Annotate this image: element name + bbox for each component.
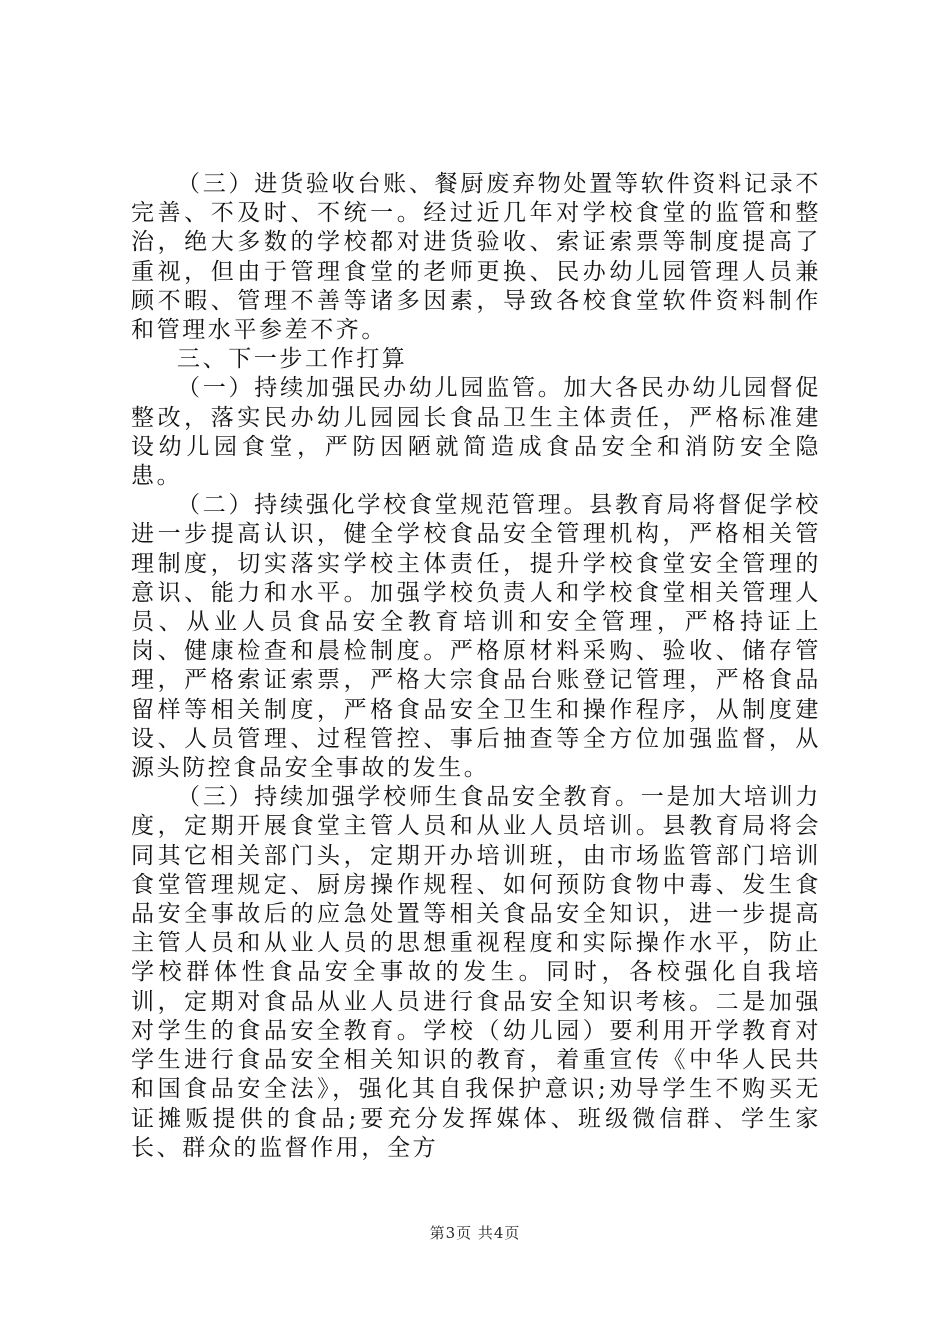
paragraph-private-kindergarten: （一）持续加强民办幼儿园监管。加大各民办幼儿园督促整改，落实民办幼儿园园长食品卫生主体责任，严格标准建设幼儿园食堂，严防因陋就简造成食品安全和消防安全隐患。 xyxy=(131,375,821,490)
document-body xyxy=(131,170,821,1163)
paragraph-records-issue: （三）进货验收台账、餐厨废弃物处置等软件资料记录不完善、不及时、不统一。经过近几年对学校食堂的监管和整治，绝大多数的学校都对进货验收、索证索票等制度提高了重视，但由于管理食堂的老师更换、民办幼儿园管理人员兼顾不暇、管理不善等诸多因素，导致各校食堂软件资料制作和管理水平参差不齐。 xyxy=(131,171,821,344)
paragraph-safety-education: （三）持续加强学校师生食品安全教育。一是加大培训力度，定期开展食堂主管人员和从业人员培训。县教育局将会同其它相关部门头，定期开办培训班，由市场监管部门培训食堂管理规定、厨房操作规程、如何预防食物中毒、发生食品安全事故后的应急处置等相关食品安全知识，进一步提高主管人员和从业人员的思想重视程度和实际操作水平，防止学校群体性食品安全事故的发生。同时，各校强化自我培训，定期对食品从业人员进行食品安全知识考核。二是加强对学生的食品安全教育。学校（幼儿园）要利用开学教育对学生进行食品安全相关知识的教育，着重宣传《中华人民共和国食品安全法》，强化其自我保护意识;劝导学生不购买无证摊贩提供的食品;要充分发挥媒体、班级微信群、学生家长、群众的监督作用，全方 xyxy=(131,784,821,1161)
paragraph-canteen-management: （二）持续强化学校食堂规范管理。县教育局将督促学校进一步提高认识，健全学校食品安全管理机构，严格相关管理制度，切实落实学校主体责任，提升学校食堂安全管理的意识、能力和水平。加强学校负责人和学校食堂相关管理人员、从业人员食品安全教育培训和安全管理，严格持证上岗、健康检查和晨检制度。严格原材料采购、验收、储存管理，严格索证索票，严格大宗食品台账登记管理，严格食品留样等相关制度，严格食品安全卫生和操作程序，从制度建设、人员管理、过程管控、事后抽查等全方位加强监督，从源头防控食品安全事故的发生。 xyxy=(131,492,821,782)
section-heading-next-steps: 三、下一步工作打算 xyxy=(177,346,408,373)
page-number-footer: 第3页 共4页 xyxy=(429,1224,521,1242)
